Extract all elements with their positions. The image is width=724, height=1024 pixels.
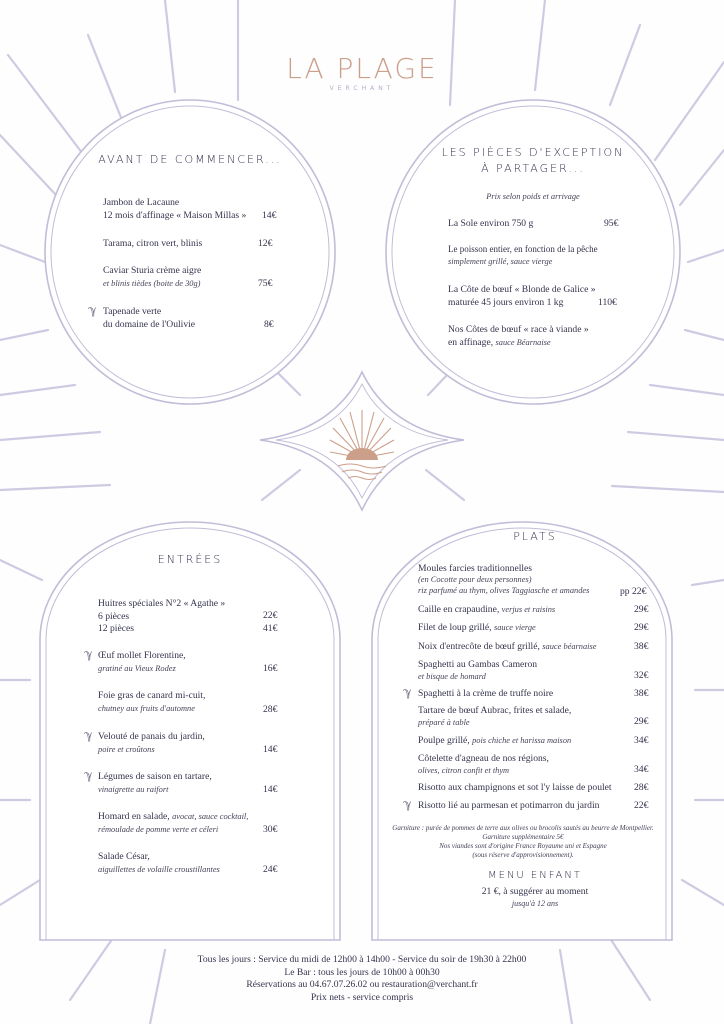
- menu-item: Velouté de panais du jardin, poire et croûtons: [98, 731, 205, 754]
- menu-item: Légumes de saison en tartare, vinaigrette au raifort: [98, 771, 212, 794]
- menu-item: Huitres spéciales N°2 « Agathe » 6 pièces 12 pièces: [98, 598, 226, 634]
- item-price: 34€: [634, 735, 649, 746]
- menu-item: Tartare de bœuf Aubrac, frites et salade, préparé à table: [418, 705, 572, 727]
- menu-item: Tapenade verte du domaine de l'Oulivie: [103, 306, 196, 330]
- menu-enfant-age: jusqu'à 12 ans: [511, 899, 559, 908]
- item-price: 22€: [634, 800, 649, 811]
- menu-enfant-line: 21 €, à suggérer au moment: [481, 886, 589, 897]
- menu-enfant-title: MENU ENFANT: [488, 870, 582, 881]
- pieces-title: LES PIÈCES D'EXCEPTION À PARTAGER...: [441, 146, 625, 175]
- item-price: 30€: [263, 824, 278, 835]
- item-price: 34€: [634, 764, 649, 775]
- menu-item: Spaghetti au Gambas Cameron et bisque de homard: [418, 659, 538, 681]
- menu-item: Foie gras de canard mi-cuit, chutney aux fruits d'automne: [98, 690, 206, 713]
- vegetarian-leaf-icon: ℽ: [88, 303, 97, 317]
- item-price: 28€: [634, 782, 649, 793]
- item-price: 14€: [262, 210, 277, 221]
- item-price: 38€: [634, 641, 649, 652]
- menu-item: Le poisson entier, en fonction de la pêche simplement grillé, sauce vierge: [448, 244, 598, 266]
- menu-item: La Côte de bœuf « Blonde de Galice » maturée 45 jours environ 1 kg: [448, 284, 596, 308]
- menu-item: Jambon de Lacaune 12 mois d'affinage « Maison Millas »: [103, 197, 247, 221]
- menu-item: Risotto lié au parmesan et potimarron du jardin: [418, 800, 600, 811]
- item-price: 29€: [634, 716, 649, 727]
- item-price: 14€: [263, 744, 278, 755]
- plats-title: PLATS: [513, 530, 557, 543]
- item-price: 16€: [263, 663, 278, 674]
- menu-item: Tarama, citron vert, blinis: [103, 238, 203, 249]
- menu-item: Salade César, aiguillettes de volaille croustillantes: [98, 851, 220, 874]
- menu-item: Caille en crapaudine, verjus et raisins: [418, 604, 556, 615]
- item-price: 38€: [634, 688, 649, 699]
- brand-name: LA PLAGE: [286, 52, 438, 85]
- item-price: 75€: [258, 278, 273, 289]
- item-price: 41€: [263, 623, 278, 634]
- item-price: 29€: [634, 622, 649, 633]
- menu-item: Moules farcies traditionnelles (en Cocotte pour deux personnes) riz parfumé au thym, olives Taggiasche et amandes: [418, 563, 590, 595]
- avant-title: AVANT DE COMMENCER...: [98, 153, 282, 166]
- item-price: 22€: [263, 610, 278, 621]
- garniture-note: Garniture : purée de pommes de terre aux olives ou brocolis sautés au beurre de Montpellier. Garniture supplémentaire 5€ Nos viandes sont d'origine France Royaume uni et Espagne (sous réserve d'approvisionnement).: [392, 824, 654, 859]
- pieces-note: Prix selon poids et arrivage: [486, 192, 580, 201]
- footer-info: Tous les jours : Service du midi de 12h00 à 14h00 - Service du soir de 19h30 à 22h00 Le Bar : tous les jours de 10h00 à 00h30 Réservations au 04.67.07.26.02 ou restauration@verchant.fr Prix nets - service compris: [197, 954, 527, 1003]
- menu-item: Poulpe grillé, pois chiche et harissa maison: [418, 735, 572, 746]
- menu-item: Côtelette d'agneau de nos régions, olives, citron confit et thym: [418, 753, 549, 775]
- menu-item: La Sole environ 750 g: [448, 218, 534, 229]
- item-price: 24€: [263, 864, 278, 875]
- entrees-title: ENTRÉES: [157, 553, 223, 566]
- item-price: 110€: [598, 297, 617, 308]
- vegetarian-leaf-icon: ℽ: [84, 647, 93, 661]
- item-price: 14€: [263, 784, 278, 795]
- item-price: 32€: [634, 670, 649, 681]
- menu-item: Œuf mollet Florentine, gratiné au Vieux Rodez: [98, 650, 186, 673]
- menu-item: Nos Côtes de bœuf « race à viande » en affinage, sauce Béarnaise: [448, 324, 589, 348]
- menu-item: Noix d'entrecôte de bœuf grillé, sauce béarnaise: [418, 641, 597, 652]
- item-price: 95€: [604, 218, 619, 229]
- vegetarian-leaf-icon: ℽ: [84, 768, 93, 782]
- item-price: 29€: [634, 604, 649, 615]
- vegetarian-leaf-icon: ℽ: [403, 685, 412, 699]
- menu-item: Spaghetti à la crème de truffe noire: [418, 688, 554, 699]
- item-price: 28€: [263, 704, 278, 715]
- item-price: 8€: [264, 319, 274, 330]
- menu-item: Caviar Sturia crème aigre et blinis tièdes (boite de 30g): [103, 265, 202, 288]
- item-price: 12€: [258, 238, 273, 249]
- item-price: pp 22€: [620, 586, 647, 597]
- brand-subtitle: VERCHANT: [329, 85, 395, 92]
- brand-logo: [0, 52, 724, 92]
- vegetarian-leaf-icon: ℽ: [403, 797, 412, 811]
- menu-item: Homard en salade, avocat, sauce cocktail, rémoulade de pomme verte et céleri: [98, 811, 249, 834]
- menu-item: Filet de loup grillé, sauce vierge: [418, 622, 536, 633]
- vegetarian-leaf-icon: ℽ: [84, 728, 93, 742]
- menu-item: Risotto aux champignons et sot l'y laisse de poulet: [418, 782, 612, 793]
